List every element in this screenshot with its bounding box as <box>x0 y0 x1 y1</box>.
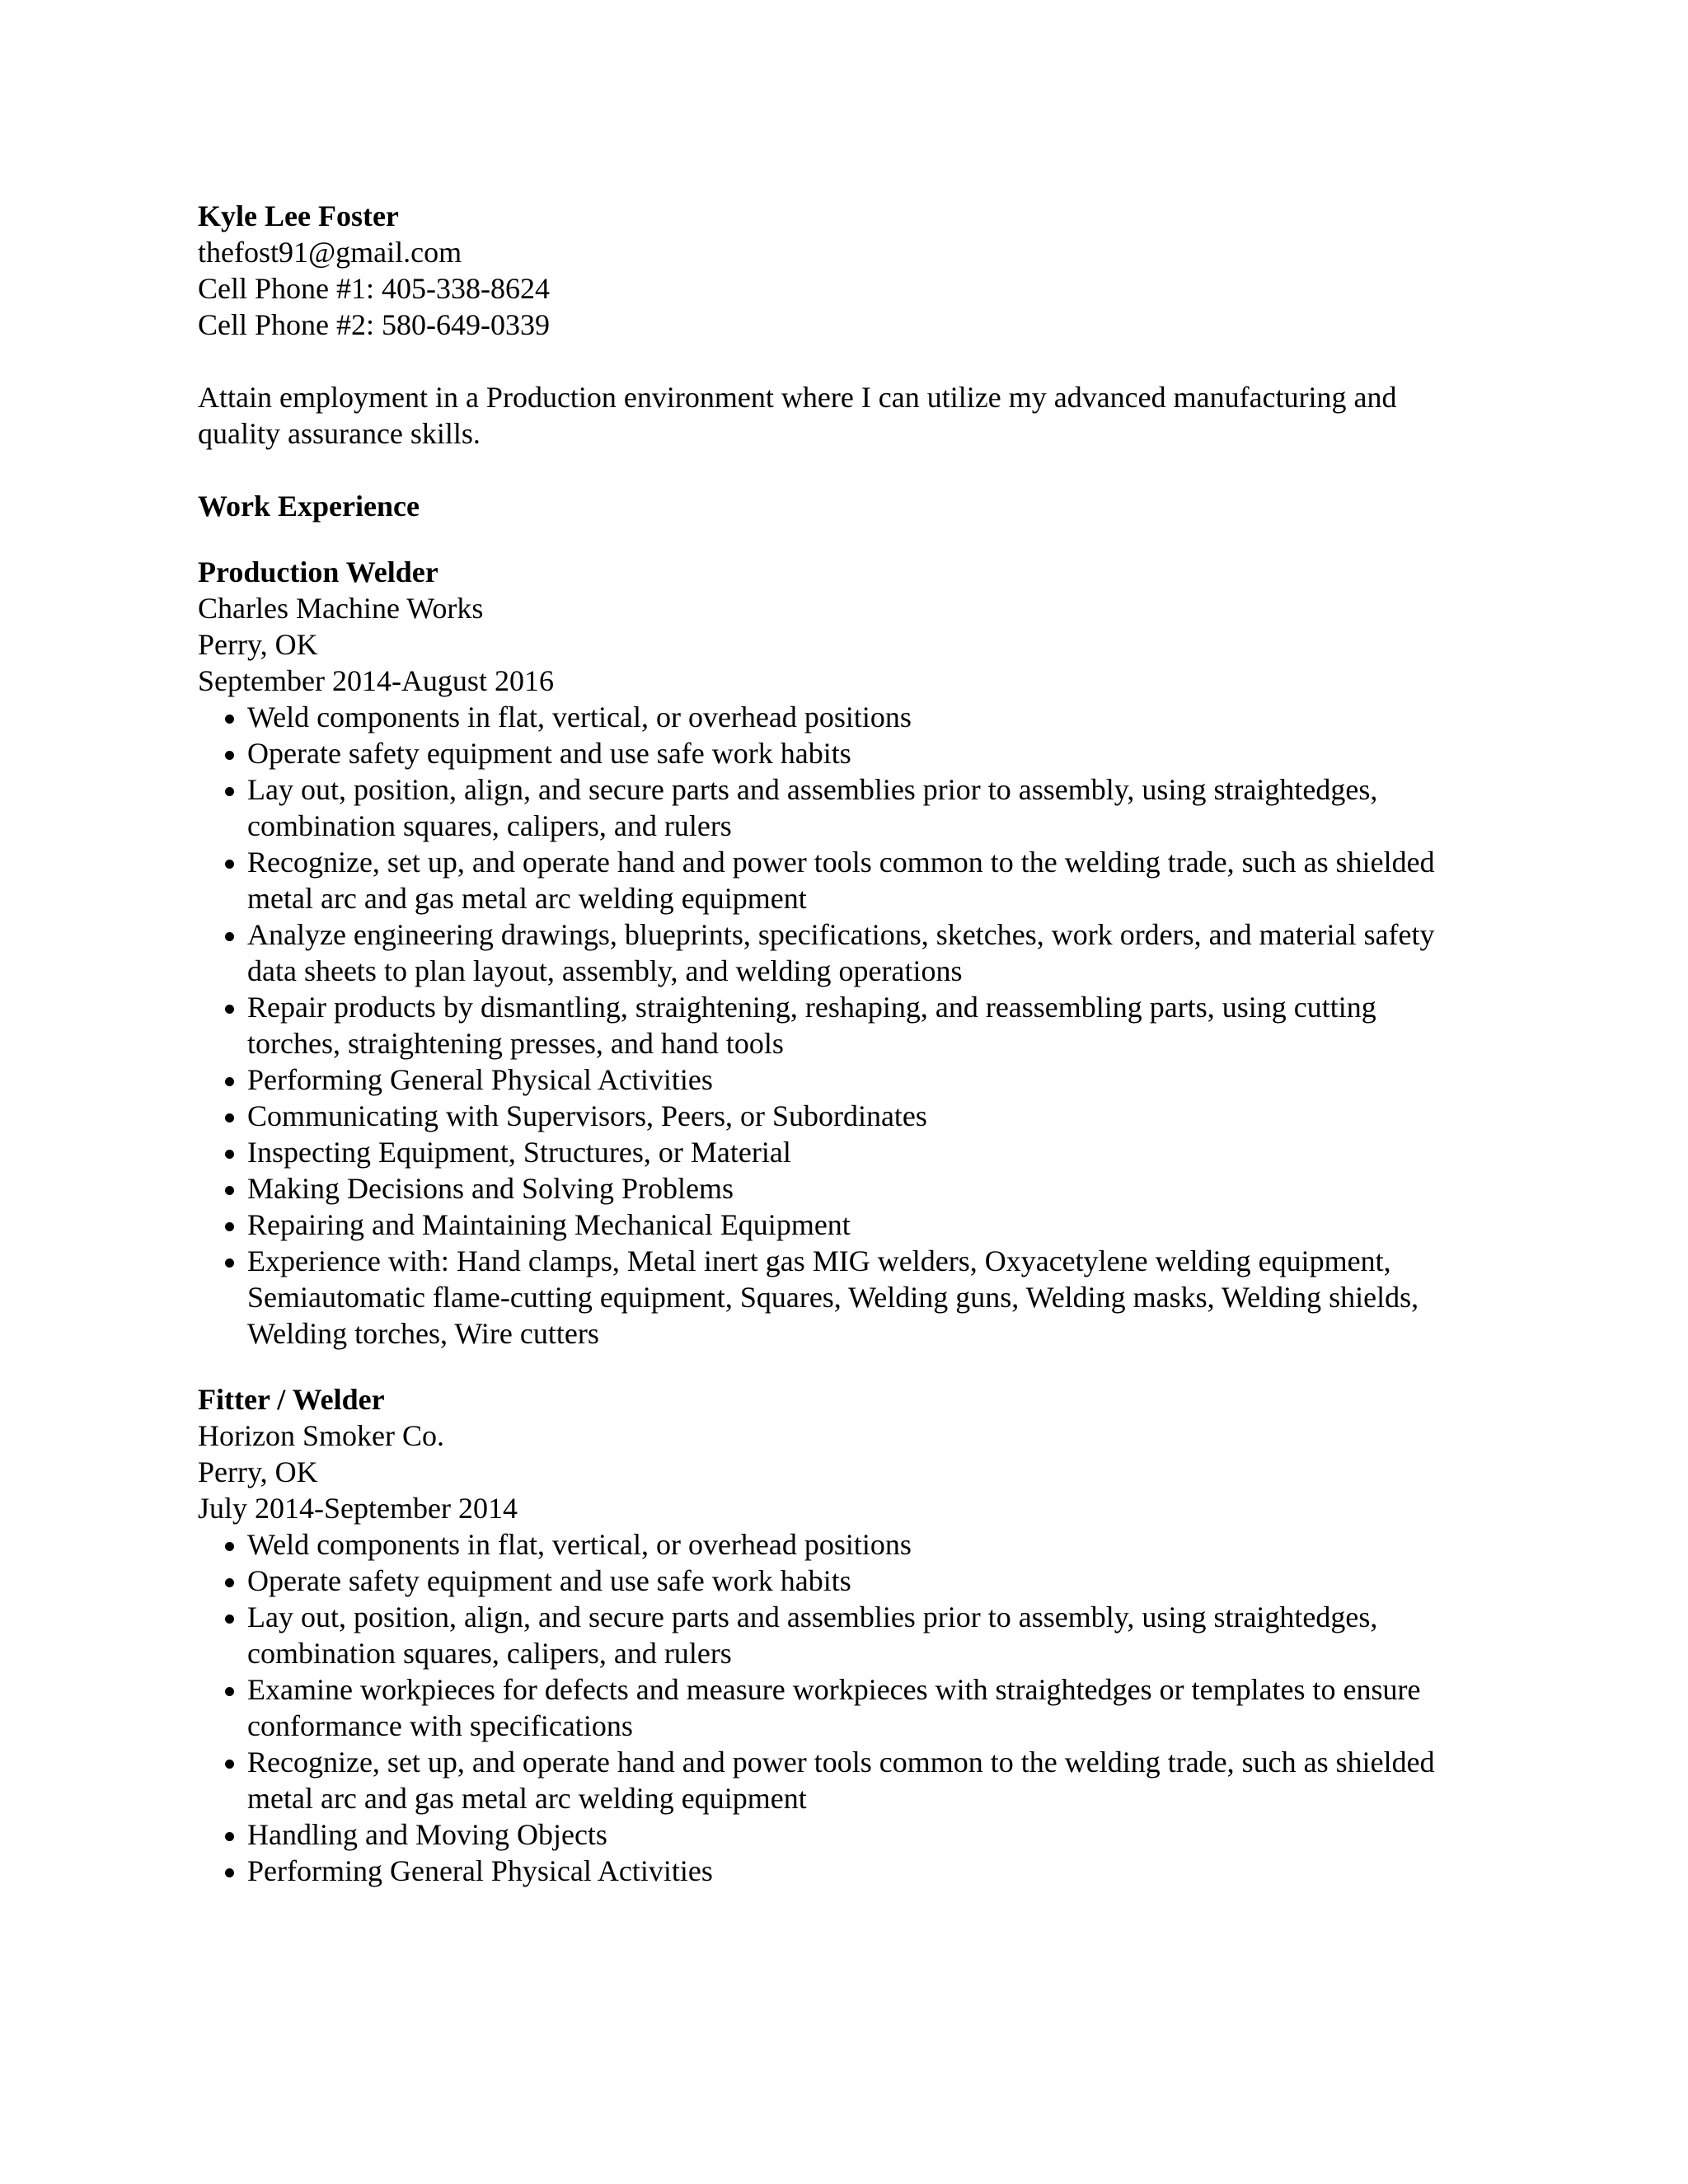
list-item: Operate safety equipment and use safe work habits <box>198 735 1500 771</box>
list-item: Inspecting Equipment, Structures, or Material <box>198 1134 1500 1170</box>
bullet-icon <box>225 1258 234 1268</box>
job-location: Perry, OK <box>198 1455 318 1488</box>
candidate-name: Kyle Lee Foster <box>198 199 399 232</box>
job-company: Horizon Smoker Co. <box>198 1419 444 1452</box>
bullet-icon <box>225 1615 234 1624</box>
job-location: Perry, OK <box>198 628 318 661</box>
bullet-icon <box>225 932 234 941</box>
bullet-icon <box>225 860 234 869</box>
list-item: Performing General Physical Activities <box>198 1853 1500 1889</box>
list-item: Experience with: Hand clamps, Metal inert gas MIG welders, Oxyacetylene welding equipment, Semiautomatic flame-cutting equipment, Squares, Welding guns, Welding masks, Welding shields, Welding torches, Wire cutters <box>198 1243 1500 1352</box>
job-duties-list <box>198 1526 1500 1889</box>
list-item: Recognize, set up, and operate hand and power tools common to the welding trade, such as shielded metal arc and gas metal arc welding equipment <box>198 844 1500 916</box>
bullet-icon <box>225 787 234 796</box>
job-dates: September 2014-August 2016 <box>198 664 554 697</box>
job-title: Fitter / Welder <box>198 1383 385 1416</box>
phone-number-1: Cell Phone #1: 405-338-8624 <box>198 272 550 305</box>
list-item: Operate safety equipment and use safe work habits <box>198 1563 1500 1599</box>
list-item: Handling and Moving Objects <box>198 1816 1500 1853</box>
bullet-icon <box>225 1005 234 1014</box>
list-item: Analyze engineering drawings, blueprints, specifications, sketches, work orders, and material safety data sheets to plan layout, assembly, and welding operations <box>198 916 1500 989</box>
contact-block <box>198 198 1500 343</box>
job-entry <box>198 554 1500 1352</box>
list-item: Lay out, position, align, and secure parts and assemblies prior to assembly, using straightedges, combination squares, calipers, and rulers <box>198 1599 1500 1671</box>
list-item: Weld components in flat, vertical, or overhead positions <box>198 1526 1500 1563</box>
bullet-icon <box>225 1077 234 1086</box>
job-company: Charles Machine Works <box>198 592 484 625</box>
objective-line-2: quality assurance skills. <box>198 417 481 450</box>
job-duties-list <box>198 699 1500 1352</box>
job-entry <box>198 1381 1500 1889</box>
list-item: Recognize, set up, and operate hand and power tools common to the welding trade, such as shielded metal arc and gas metal arc welding equipment <box>198 1744 1500 1816</box>
job-dates: July 2014-September 2014 <box>198 1492 518 1525</box>
list-item: Weld components in flat, vertical, or overhead positions <box>198 699 1500 735</box>
bullet-icon <box>225 1186 234 1195</box>
bullet-icon <box>225 751 234 760</box>
email-address: thefost91@gmail.com <box>198 236 462 269</box>
objective-block <box>198 379 1500 452</box>
phone-number-2: Cell Phone #2: 580-649-0339 <box>198 308 550 341</box>
bullet-icon <box>225 1222 234 1231</box>
bullet-icon <box>225 1760 234 1769</box>
list-item: Repairing and Maintaining Mechanical Equipment <box>198 1207 1500 1243</box>
list-item: Performing General Physical Activities <box>198 1062 1500 1098</box>
list-item: Making Decisions and Solving Problems <box>198 1170 1500 1207</box>
bullet-icon <box>225 715 234 724</box>
bullet-icon <box>225 1832 234 1841</box>
bullet-icon <box>225 1150 234 1159</box>
section-title: Work Experience <box>198 490 420 523</box>
resume-page <box>198 198 1500 1889</box>
bullet-icon <box>225 1868 234 1877</box>
list-item: Lay out, position, align, and secure parts and assemblies prior to assembly, using straightedges, combination squares, calipers, and rulers <box>198 771 1500 844</box>
list-item: Examine workpieces for defects and measure workpieces with straightedges or templates to ensure conformance with specifications <box>198 1671 1500 1744</box>
bullet-icon <box>225 1542 234 1551</box>
objective-line-1: Attain employment in a Production environment where I can utilize my advanced manufacturing and <box>198 381 1397 414</box>
job-title: Production Welder <box>198 555 438 588</box>
bullet-icon <box>225 1687 234 1696</box>
list-item: Repair products by dismantling, straightening, reshaping, and reassembling parts, using cutting torches, straightening presses, and hand tools <box>198 989 1500 1062</box>
bullet-icon <box>225 1113 234 1122</box>
work-experience-heading <box>198 488 1500 524</box>
list-item: Communicating with Supervisors, Peers, or Subordinates <box>198 1098 1500 1134</box>
bullet-icon <box>225 1578 234 1587</box>
